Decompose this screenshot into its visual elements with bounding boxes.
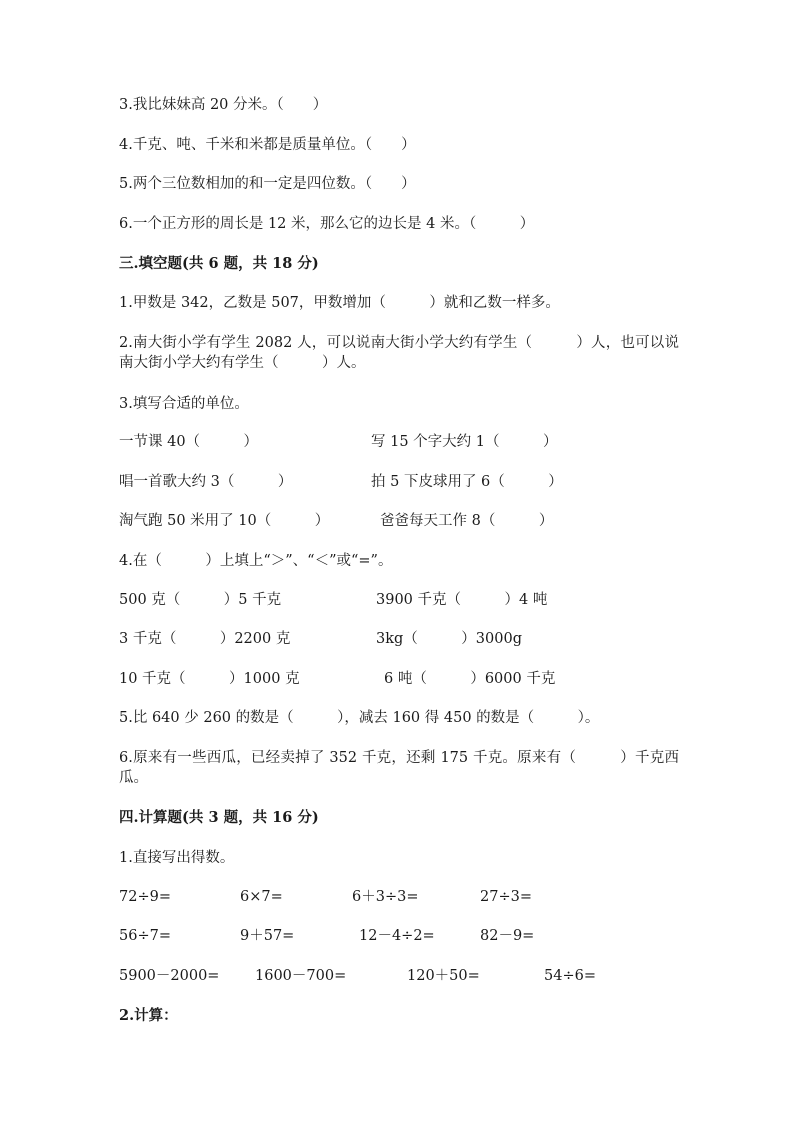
fill-section-heading: 三.填空题(共 6 题，共 18 分) (119, 255, 319, 272)
compare-item: 500 克（ ）5 千克 (119, 592, 282, 608)
calc-item: 27÷3= (480, 889, 532, 905)
calc-item: 6＋3÷3= (352, 889, 419, 905)
fill-question-6: 6.原来有一些西瓜，已经卖掉了 352 千克，还剩 175 千克。原来有（ ）千克西瓜。 (119, 750, 679, 786)
fill-question-3-title: 3.填写合适的单位。 (119, 396, 249, 412)
judgement-question-6: 6.一个正方形的周长是 12 米，那么它的边长是 4 米。（ ） (119, 216, 535, 232)
unit-item: 唱一首歌大约 3（ ） (119, 474, 293, 490)
unit-item: 写 15 个字大约 1（ ） (371, 434, 558, 450)
calc-item: 5900－2000= (119, 968, 220, 984)
judgement-question-5: 5.两个三位数相加的和一定是四位数。（ ） (119, 176, 416, 192)
fill-question-2: 2.南大街小学有学生 2082 人，可以说南大街小学大约有学生（ ）人，也可以说南大街小学大约有学生（ ）人。 (119, 335, 679, 371)
calc-question-1-title: 1.直接写出得数。 (119, 850, 235, 866)
compare-item: 6 吨（ ）6000 千克 (384, 671, 556, 687)
calc-item: 9＋57= (240, 928, 295, 944)
calc-item: 12－4÷2= (359, 928, 435, 944)
fill-question-4-title: 4.在（ ）上填上“＞”、“＜”或“=”。 (119, 553, 393, 569)
calc-item: 54÷6= (544, 968, 596, 984)
compare-item: 3 千克（ ）2200 克 (119, 631, 291, 647)
unit-item: 拍 5 下皮球用了 6（ ） (371, 474, 563, 490)
judgement-question-4: 4.千克、吨、千米和米都是质量单位。（ ） (119, 137, 416, 153)
judgement-question-3: 3.我比妹妹高 20 分米。（ ） (119, 97, 328, 113)
compare-item: 3900 千克（ ）4 吨 (376, 592, 548, 608)
calc-item: 1600－700= (255, 968, 347, 984)
calc-item: 120＋50= (407, 968, 480, 984)
compare-item: 3kg（ ）3000g (376, 631, 522, 647)
unit-item: 爸爸每天工作 8（ ） (380, 513, 554, 529)
unit-item: 一节课 40（ ） (119, 434, 259, 450)
calc-item: 82－9= (480, 928, 535, 944)
calc-question-2-title: 2.计算： (119, 1007, 178, 1024)
calc-section-heading: 四.计算题(共 3 题，共 16 分) (119, 809, 319, 826)
calc-item: 72÷9= (119, 889, 171, 905)
fill-question-5: 5.比 640 少 260 的数是（ ），减去 160 得 450 的数是（ ）。 (119, 710, 600, 726)
fill-question-1: 1.甲数是 342，乙数是 507，甲数增加（ ）就和乙数一样多。 (119, 295, 560, 311)
compare-item: 10 千克（ ）1000 克 (119, 671, 300, 687)
unit-item: 淘气跑 50 米用了 10（ ） (119, 513, 330, 529)
calc-item: 56÷7= (119, 928, 171, 944)
calc-item: 6×7= (240, 889, 283, 905)
